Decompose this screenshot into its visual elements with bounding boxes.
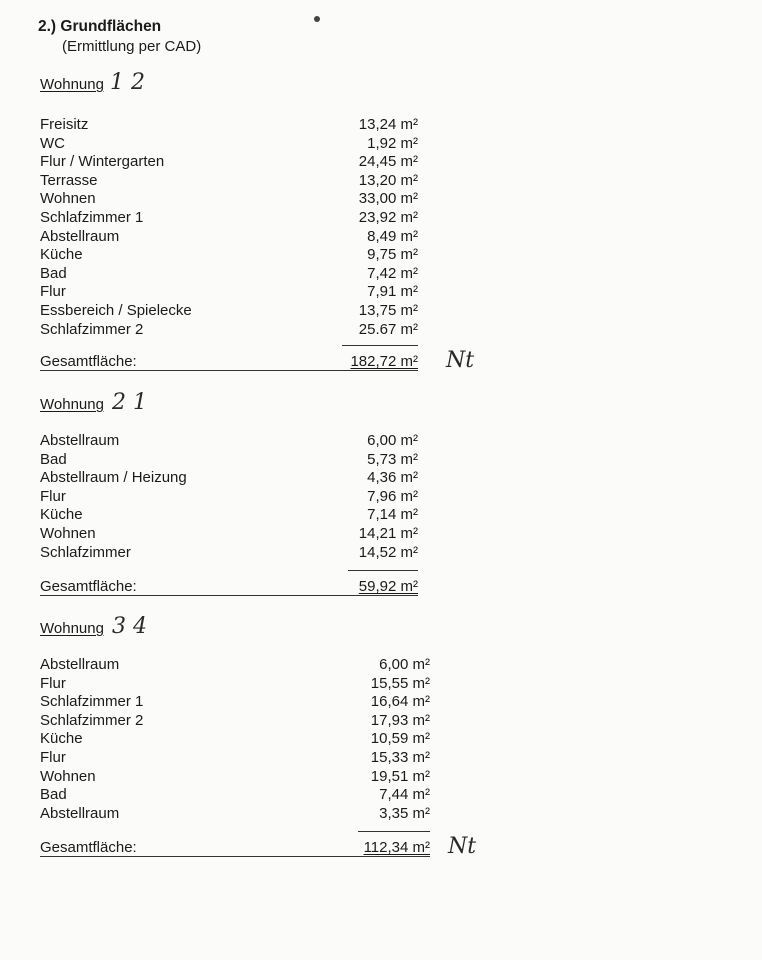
area-row xyxy=(40,302,418,321)
sum-line xyxy=(40,345,418,346)
room-area: 4,36 m² xyxy=(367,469,418,487)
section-title xyxy=(40,70,460,100)
room-name: Abstellraum xyxy=(40,432,120,449)
room-area: 17,93 m² xyxy=(370,711,430,729)
total-value: 182,72 m² xyxy=(350,353,418,371)
room-area: 3,35 m² xyxy=(379,804,430,822)
room-area: 8,49 m² xyxy=(367,227,418,245)
room-name: Wohnen xyxy=(40,190,96,208)
area-list xyxy=(40,432,418,597)
room-area: 13,75 m² xyxy=(358,301,418,319)
handwritten-mark: Nt xyxy=(448,834,477,859)
area-row xyxy=(40,116,418,135)
room-name: Flur xyxy=(40,674,66,692)
section-title xyxy=(40,614,460,644)
section-title-text: Wohnung xyxy=(40,76,104,93)
area-row xyxy=(40,469,418,488)
room-area: 25.67 m² xyxy=(358,320,418,338)
room-area: 15,33 m² xyxy=(370,748,430,766)
room-name: Schlafzimmer 2 xyxy=(40,711,144,729)
room-area: 10,59 m² xyxy=(370,730,430,748)
area-row xyxy=(40,488,418,507)
room-name: Schlafzimmer xyxy=(40,543,131,561)
room-area: 5,73 m² xyxy=(367,450,418,468)
area-row xyxy=(40,749,430,768)
room-name: Wohnen xyxy=(40,767,96,785)
page-heading: 2.) Grundflächen xyxy=(38,18,162,35)
room-name: Bad xyxy=(40,450,67,468)
area-row xyxy=(40,768,430,787)
area-row xyxy=(40,544,418,563)
room-name: Schlafzimmer 1 xyxy=(40,208,144,226)
room-name: Abstellraum xyxy=(40,804,120,822)
room-name: Terrasse xyxy=(40,171,98,189)
area-row xyxy=(40,712,430,731)
room-name: Bad xyxy=(40,786,67,804)
area-row xyxy=(40,172,418,191)
room-area: 15,55 m² xyxy=(370,674,430,692)
room-name: Flur xyxy=(40,283,66,301)
total-label: Gesamtfläche: xyxy=(40,578,137,596)
area-row xyxy=(40,786,430,805)
room-name: Flur xyxy=(40,748,66,766)
handwritten-number: 1 2 xyxy=(110,70,145,95)
handwritten-mark: Nt xyxy=(446,348,475,373)
room-area: 7,91 m² xyxy=(367,283,418,301)
area-row xyxy=(40,190,418,209)
total-row xyxy=(40,838,430,858)
area-row xyxy=(40,525,418,544)
room-name: Küche xyxy=(40,730,83,748)
total-value: 59,92 m² xyxy=(358,578,418,596)
room-name: Abstellraum / Heizung xyxy=(40,469,187,487)
room-area: 6,00 m² xyxy=(367,432,418,449)
area-row xyxy=(40,432,418,451)
total-label: Gesamtfläche: xyxy=(40,353,137,371)
area-row xyxy=(40,675,430,694)
room-name: Küche xyxy=(40,246,83,264)
room-name: Flur xyxy=(40,487,66,505)
page-subheading: (Ermittlung per CAD) xyxy=(62,38,202,55)
total-label: Gesamtfläche: xyxy=(40,839,137,857)
area-list xyxy=(40,116,418,372)
sum-line xyxy=(40,831,430,832)
area-list xyxy=(40,656,430,858)
sum-line xyxy=(40,570,418,571)
section-wohnung-1 xyxy=(40,70,460,372)
room-area: 7,44 m² xyxy=(379,786,430,804)
room-area: 1,92 m² xyxy=(367,134,418,152)
area-row xyxy=(40,730,430,749)
room-name: WC xyxy=(40,134,65,152)
area-row xyxy=(40,228,418,247)
room-name: Freisitz xyxy=(40,116,89,133)
scan-speck xyxy=(314,16,320,22)
room-area: 7,42 m² xyxy=(367,264,418,282)
area-row xyxy=(40,656,430,675)
room-area: 24,45 m² xyxy=(358,153,418,171)
room-name: Küche xyxy=(40,506,83,524)
room-area: 6,00 m² xyxy=(379,656,430,673)
area-row xyxy=(40,283,418,302)
room-name: Abstellraum xyxy=(40,227,120,245)
section-title xyxy=(40,390,460,420)
room-area: 9,75 m² xyxy=(367,246,418,264)
room-name: Schlafzimmer 1 xyxy=(40,693,144,711)
room-area: 19,51 m² xyxy=(370,767,430,785)
section-title-text: Wohnung xyxy=(40,620,104,637)
area-row xyxy=(40,451,418,470)
handwritten-number: 3 4 xyxy=(112,614,147,639)
total-row xyxy=(40,577,418,597)
room-area: 13,24 m² xyxy=(358,116,418,133)
room-name: Wohnen xyxy=(40,524,96,542)
room-area: 14,52 m² xyxy=(358,543,418,561)
area-row xyxy=(40,506,418,525)
area-row xyxy=(40,265,418,284)
handwritten-number: 2 1 xyxy=(112,390,147,415)
area-row xyxy=(40,153,418,172)
area-row xyxy=(40,805,430,824)
room-name: Abstellraum xyxy=(40,656,120,673)
area-row xyxy=(40,246,418,265)
section-wohnung-3 xyxy=(40,614,460,858)
room-area: 33,00 m² xyxy=(358,190,418,208)
room-area: 13,20 m² xyxy=(358,171,418,189)
room-area: 16,64 m² xyxy=(370,693,430,711)
room-name: Essbereich / Spielecke xyxy=(40,301,192,319)
area-row xyxy=(40,209,418,228)
room-area: 23,92 m² xyxy=(358,208,418,226)
room-area: 7,96 m² xyxy=(367,487,418,505)
room-name: Schlafzimmer 2 xyxy=(40,320,144,338)
room-name: Bad xyxy=(40,264,67,282)
room-area: 7,14 m² xyxy=(367,506,418,524)
section-title-text: Wohnung xyxy=(40,396,104,413)
total-row xyxy=(40,352,418,372)
area-row xyxy=(40,135,418,154)
room-name: Flur / Wintergarten xyxy=(40,153,165,171)
total-value: 112,34 m² xyxy=(363,839,430,857)
area-row xyxy=(40,693,430,712)
area-row xyxy=(40,321,418,340)
section-wohnung-2 xyxy=(40,390,460,597)
room-area: 14,21 m² xyxy=(358,524,418,542)
